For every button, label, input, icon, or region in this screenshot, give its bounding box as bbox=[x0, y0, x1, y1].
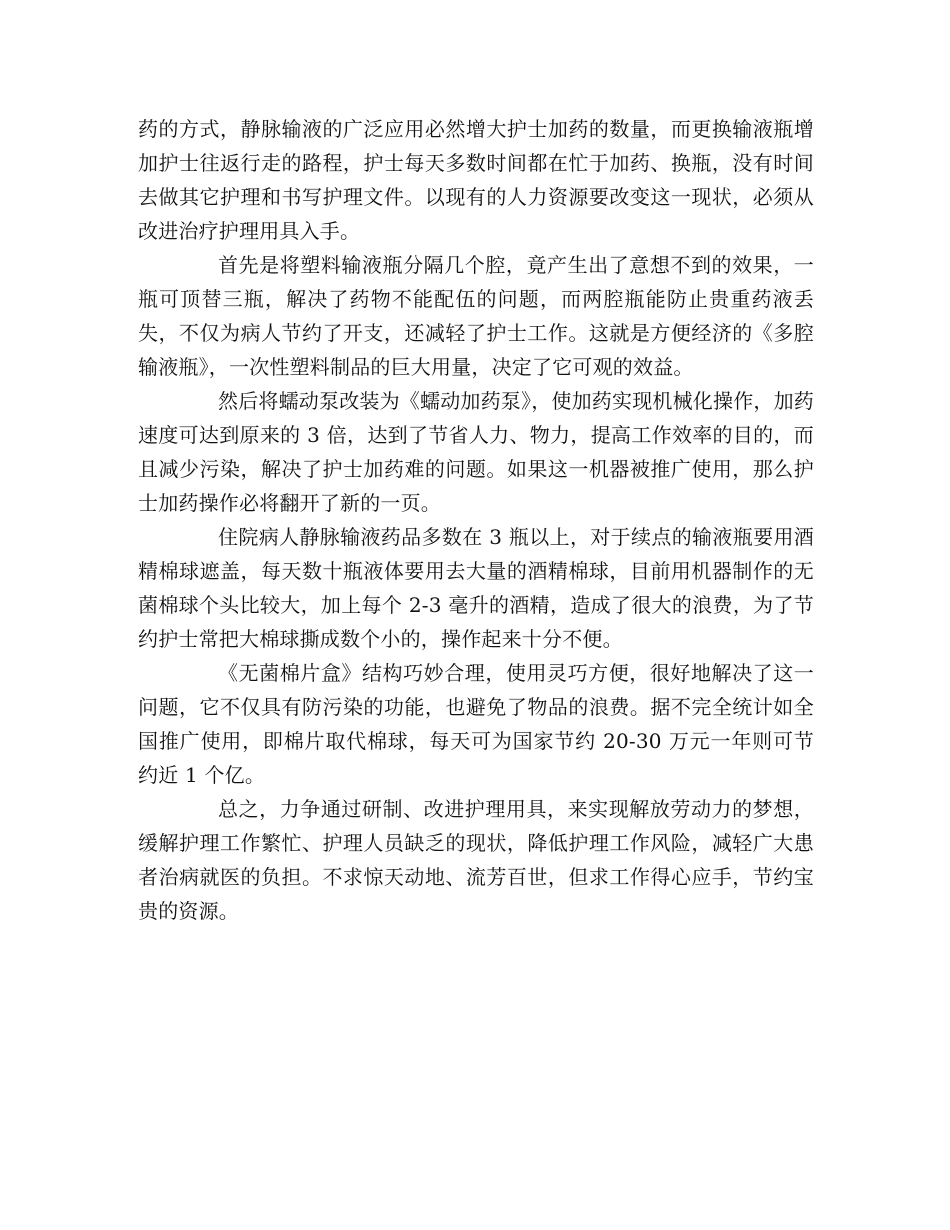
document-body bbox=[138, 112, 814, 928]
paragraph-cotton-pad-box: 《无菌棉片盒》结构巧妙合理，使用灵巧方便，很好地解决了这一问题，它不仅具有防污染的功能，也避免了物品的浪费。据不完全统计如全国推广使用，即棉片取代棉球，每天可为国家节约 20-30 万元一年则可节约近 1 个亿。 bbox=[138, 661, 814, 787]
paragraph-peristaltic-pump: 然后将蠕动泵改装为《蠕动加药泵》，使加药实现机械化操作，加药速度可达到原来的 3 倍，达到了节省人力、物力，提高工作效率的目的，而且减少污染，解决了护士加药难的问题。如果这一机器被推广使用，那么护士加药操作必将翻开了新的一页。 bbox=[138, 389, 814, 515]
paragraph-cotton-balls: 住院病人静脉输液药品多数在 3 瓶以上，对于续点的输液瓶要用酒精棉球遮盖，每天数十瓶液体要用去大量的酒精棉球，目前用机器制作的无菌棉球个头比较大，加上每个 2-3 毫升的酒精，造成了很大的浪费，为了节约护士常把大棉球撕成数个小的，操作起来十分不便。 bbox=[138, 525, 814, 651]
paragraph-continued: 药的方式，静脉输液的广泛应用必然增大护士加药的数量，而更换输液瓶增加护士往返行走的路程，护士每天多数时间都在忙于加药、换瓶，没有时间去做其它护理和书写护理文件。以现有的人力资源要改变这一现状，必须从改进治疗护理用具入手。 bbox=[138, 117, 814, 243]
paragraph-conclusion: 总之，力争通过研制、改进护理用具，来实现解放劳动力的梦想，缓解护理工作繁忙、护理人员缺乏的现状，降低护理工作风险，减轻广大患者治病就医的负担。不求惊天动地、流芳百世，但求工作得心应手，节约宝贵的资源。 bbox=[138, 797, 814, 923]
paragraph-multi-chamber-bottle: 首先是将塑料输液瓶分隔几个腔，竟产生出了意想不到的效果，一瓶可顶替三瓶，解决了药物不能配伍的问题，而两腔瓶能防止贵重药液丢失，不仅为病人节约了开支，还减轻了护士工作。这就是方便经济的《多腔输液瓶》，一次性塑料制品的巨大用量，决定了它可观的效益。 bbox=[138, 253, 814, 379]
